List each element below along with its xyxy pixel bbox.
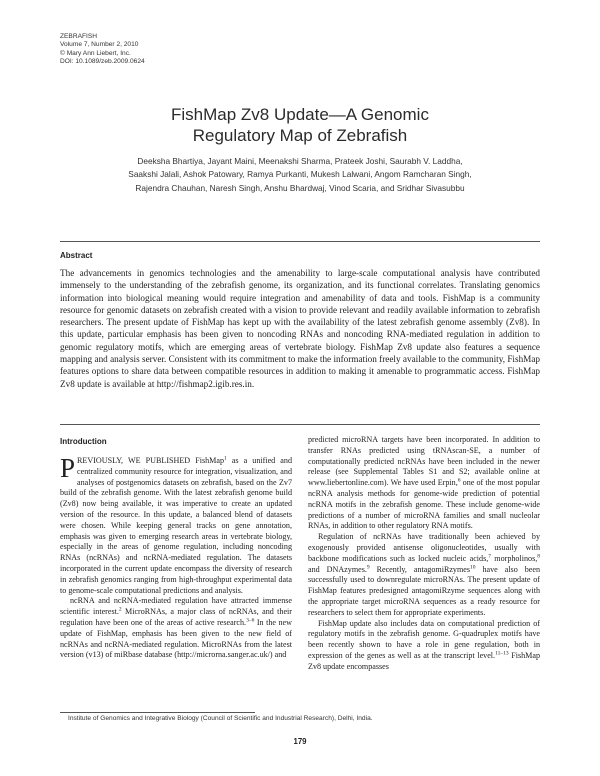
- authors-line-3: Rajendra Chauhan, Naresh Singh, Anshu Bhardwaj, Vinod Scaria, and Sridhar Sivasubbu: [135, 182, 465, 193]
- intro-paragraph-3: [308, 435, 540, 532]
- citation-sup: 6: [457, 477, 461, 484]
- text-run: as a unified and centralized community resource for integration, visualization, and analyses of postgenomics datasets on zebrafish, based on the Zv7 build of the zebrafish genome. With the latest zebrafish genome build (Zv8) now being available, it was imperative to create an updated version of the resource. In this update, a balanced blend of datasets were chosen. While keeping general tracks on gene annotation, emphasis was given to emerging research areas in vertebrate biology, especially in the areas of genome regulation, including noncoding RNAs (ncRNAs) and ncRNA-mediated regulation. The datasets incorporated in the current update encompass the diversity of research in zebrafish genomics ranging from high-throughput experimental data to genome-scale computational predictions and analysis.: [60, 456, 292, 595]
- citation-sup: 11–13: [495, 650, 509, 657]
- introduction-heading: Introduction: [60, 437, 107, 446]
- abstract-heading: Abstract: [60, 251, 93, 260]
- journal-name: ZEBRAFISH: [60, 33, 98, 40]
- journal-volume: Volume 7, Number 2, 2010: [60, 41, 139, 49]
- text-run: ncRNA and ncRNA-mediated regulation have attracted immense scientific interest.: [60, 596, 292, 617]
- text-run: predicted microRNA targets have been incorporated. In addition to transfer RNAs predicted using tRNAscan-SE, a number of computationally predicted ncRNAs have been included in the newer release (see Supplemental Tables S1 and S2; available online at www.liebertonline.com). We have used Erpin,: [308, 435, 540, 488]
- citation-sup: 10: [470, 563, 476, 570]
- title-line-2: Regulatory Map of Zebrafish: [192, 126, 408, 145]
- journal-copyright: © Mary Ann Liebert, Inc.: [60, 49, 131, 57]
- text-run: MicroRNAs, a major class of ncRNAs, and their regulation have been one of the areas of active research.: [60, 607, 292, 627]
- text-run: FishMap: [190, 456, 225, 465]
- intro-paragraph-5: [308, 619, 540, 673]
- text-run: Regulation of ncRNAs have traditionally been achieved by exogenously provided antisense oligonucleotides, usually with backbone modifications such as locked nucleic acids,: [308, 532, 540, 563]
- abstract-text: The advancements in genomics technologies and the amenability to large-scale computational analysis have contributed immensely to the understanding of the zebrafish genome, its organization, and its functional correlates. Translating genomics information into biological meaning would require integration and amenability of data and tools. FishMap is a community resource for genomic datasets on zebrafish created with a vision to provide relevant and readily available information to zebrafish researchers. The present update of FishMap has kept up with the availability of the latest zebrafish genome assembly (Zv8). In this update, particular emphasis has been given to noncoding RNAs and noncoding RNA-mediated regulation in addition to genomic regulatory motifs, which are emerging areas of vertebrate biology. FishMap Zv8 update also features a sequence mapping and analysis server. Consistent with its commitment to make the information freely available to the community, FishMap features options to share data between compatible resources in addition to making it amenable to programmatic access. FishMap Zv8 update is available at http://fishmap2.igib.res.in.: [60, 268, 540, 389]
- footnote-rule: [60, 712, 255, 713]
- text-run: FishMap update also includes data on computational prediction of regulatory motifs in the zebrafish genome. G-quadruplex motifs have been recently shown to have a role in gene regulation, both in expression of the genes as well as at the transcript level.: [308, 618, 540, 660]
- citation-sup: 9: [366, 563, 370, 570]
- left-column: [60, 453, 292, 661]
- title-line-1: FishMap Zv8 Update—A Genomic: [171, 105, 429, 124]
- citation-sup: 1: [224, 455, 227, 462]
- intro-paragraph-2: [60, 596, 292, 661]
- abstract-top-rule: [60, 241, 540, 242]
- page-number: 179: [293, 737, 307, 746]
- article-title: [0, 104, 600, 146]
- citation-sup: 8: [537, 553, 540, 560]
- journal-info: [60, 33, 145, 66]
- text-run: morpholinos,: [491, 553, 538, 563]
- citation-sup: 7: [488, 553, 492, 560]
- author-list: [0, 155, 600, 195]
- citation-sup: 2: [118, 606, 122, 613]
- drop-cap: P: [60, 453, 76, 483]
- smallcaps-lead: REVIOUSLY, WE PUBLISHED: [77, 456, 191, 465]
- text-run: and DNAzymes.: [308, 564, 367, 574]
- journal-doi: DOI: 10.1089/zeb.2009.0624: [60, 57, 145, 65]
- abstract-bottom-rule: [60, 424, 540, 425]
- intro-paragraph-4: [308, 532, 540, 618]
- text-run: Recently, antagomiRzymes: [369, 564, 471, 574]
- authors-line-2: Saakshi Jalali, Ashok Patowary, Ramya Purkanti, Mukesh Lalwani, Angom Ramcharan Singh,: [128, 169, 472, 180]
- text-run: FishMap Zv8 update encompasses: [308, 650, 541, 671]
- citation-sup: 3–6: [246, 617, 255, 624]
- text-run: have also been successfully used to downregulate microRNAs. The present update of FishMap features predesigned antagomiRzyme sequences along with the appropriate target microRNA sequences as a ready resource for researchers to select them for appropriate experiments.: [308, 564, 540, 617]
- affiliation: Institute of Genomics and Integrative Biology (Council of Scientific and Industrial Research), Delhi, India.: [68, 715, 373, 722]
- text-run: In the new update of FishMap, emphasis has been given to the new field of ncRNAs and ncRNA-mediated regulation. MicroRNAs from the latest version (v13) of miRbase database (http://microrna.sanger.ac.uk/) and: [60, 617, 292, 660]
- right-column: [308, 435, 540, 673]
- authors-line-1: Deeksha Bhartiya, Jayant Maini, Meenakshi Sharma, Prateek Joshi, Saurabh V. Laddha,: [137, 156, 463, 166]
- text-run: one of the most popular ncRNA analysis methods for genome-wide prediction of potential ncRNA motifs in the zebrafish genome. These include genome-wide predictions of a number of microRNA families and small nucleolar RNAs, in addition to other regulatory RNA motifs.: [308, 478, 540, 531]
- intro-paragraph-1: [60, 453, 292, 596]
